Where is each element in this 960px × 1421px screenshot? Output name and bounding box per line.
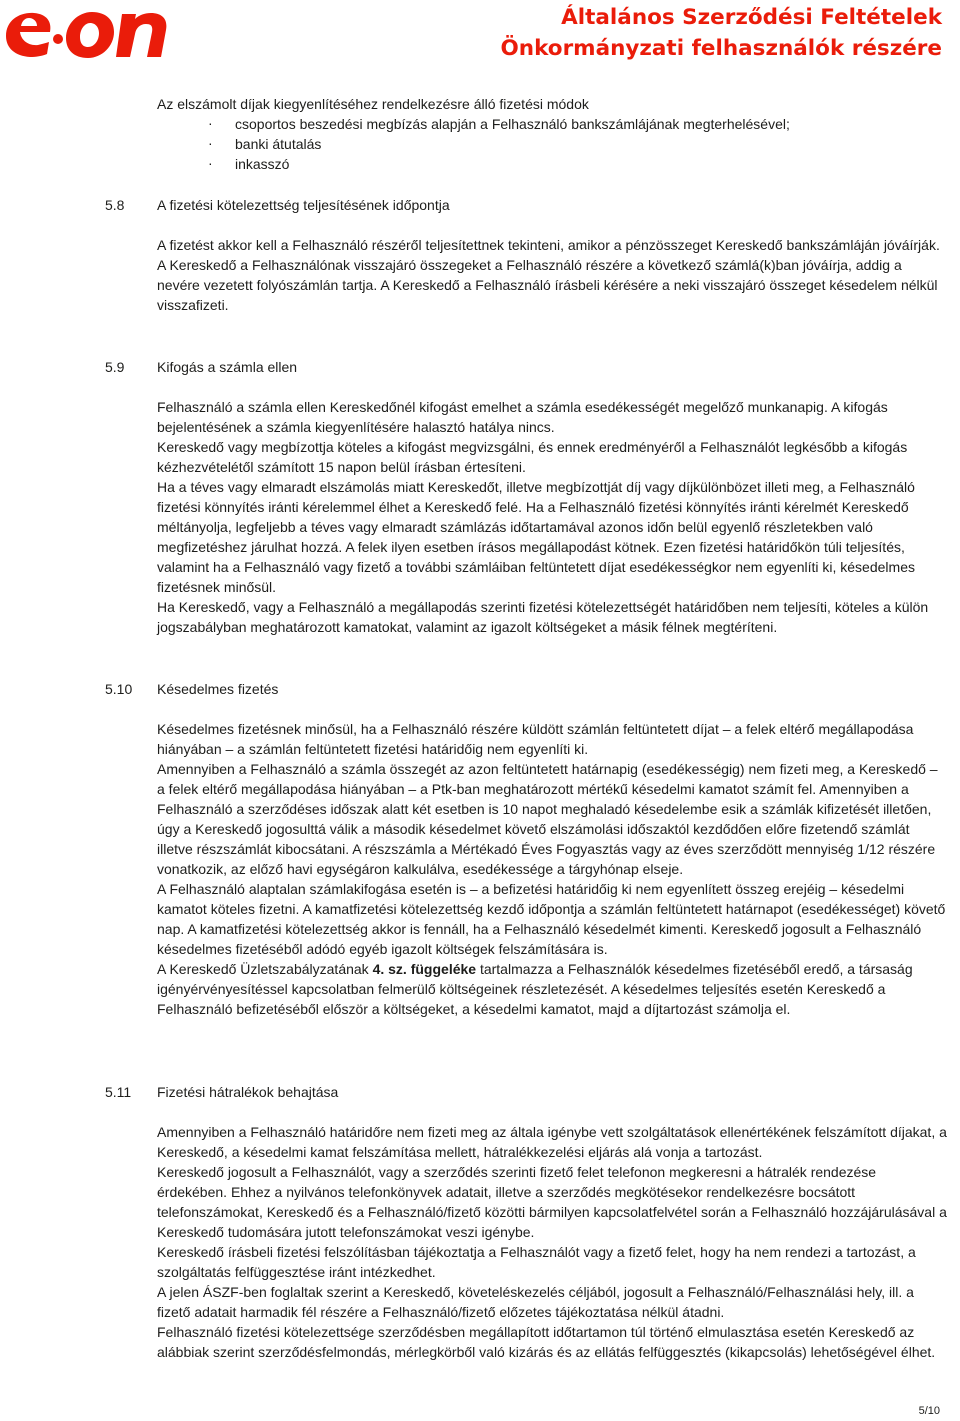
section-number: 5.8 (105, 197, 125, 213)
paragraph: A Kereskedő Üzletszabályzatának 4. sz. függeléke tartalmazza a Felhasználók késedelmes fizetéséből eredő, a társaság igényérvényesítéssel kapcsolatban felmerülő költségeinek részletezését. A késedelmes teljesítés esetén Kereskedő a Felhasználó befizetéséből először a költségeket, a késedelmi kamatot, majd a díjtartozást számolja el. (157, 961, 913, 1017)
section-title: Kifogás a számla ellen (157, 359, 298, 375)
section-title: A fizetési kötelezettség teljesítésének időpontja (157, 197, 450, 213)
title-line-2: Önkormányzati felhasználók részére (500, 36, 942, 61)
appendix-reference: 4. sz. függeléke (372, 961, 477, 977)
eon-logo (2, 6, 184, 60)
paragraph: Késedelmes fizetésnek minősül, ha a Felhasználó részére küldött számlán feltüntetett díjat – a felek eltérő megállapodása hiányában – a számlán feltüntetett fizetési határidőig nem egyenlíti ki. (157, 721, 914, 757)
list-item: · csoportos beszedési megbízás alapján a Felhasználó bankszámlájának megterhelésével; (208, 115, 790, 132)
section-body (157, 1122, 947, 1362)
section-number: 5.11 (105, 1084, 132, 1100)
paragraph: Kereskedő írásbeli fizetési felszólításban tájékoztatja a Felhasználót vagy a fizető felet, hogy ha nem rendezi a tartozást, a szolgáltatás felfüggesztése iránt intézkedhet. (157, 1244, 916, 1280)
bullet-icon: · (208, 155, 213, 171)
title-line-1: Általános Szerződési Feltételek (561, 5, 942, 30)
paragraph: A fizetést akkor kell a Felhasználó részéről teljesítettnek tekinteni, amikor a pénzösszeget Kereskedő bankszámláján jóváírják. (157, 237, 940, 253)
document-title (501, 2, 943, 64)
section-title: Késedelmes fizetés (157, 681, 279, 697)
list-item: · banki átutalás (208, 135, 322, 152)
paragraph: A Felhasználó alaptalan számlakifogása esetén is – a befizetési határidőig ki nem egyenlített összeg erejéig – késedelmi kamatot köteles fizetni. A kamatfizetési kötelezettség kezdő időpontja a számlán feltüntetett határnapot (esedékességet) követő nap. A kamatfizetési kötelezettség akkor is fennáll, ha a Felhasználó késedelmét kimenti. Kereskedő jogosult a Felhasználó késedelmes fizetéséből adódó egyéb igazolt költségek felszámítására is. (157, 881, 946, 957)
paragraph: Amennyiben a Felhasználó határidőre nem fizeti meg az általa igénybe vett szolgáltatások ellenértékének felszámított díjakat, a Kereskedő, a késedelmi kamat felszámítása mellett, hátralékkezelési eljárás alá vonja a tartozást. (157, 1124, 947, 1160)
payment-methods-block (157, 94, 947, 174)
paragraph: Kereskedő jogosult a Felhasználót, vagy a szerződés szerinti fizető felet telefonon megkeresni a hátralék rendezése érdekében. Ehhez a nyilvános telefonkönyvek adatait, illetve a szerződés megkötésekor rendelkezésre bocsátott telefonszámokat, Kereskedő és a Felhasználó/fizető közötti bármilyen kapcsolatfelvétel során a Felhasználó hozzájárulásával a Kereskedő tudomására jutott telefonszámokat veszi igénybe. (157, 1164, 947, 1240)
paragraph: Ha a téves vagy elmaradt elszámolás miatt Kereskedőt, illetve megbízottját díj vagy díjkülönbözet illeti meg, a Felhasználó fizetési könnyítés iránti kérelemmel élhet a Kereskedő felé. Ha a Felhasználó fizetési könnyítés iránti kérelmét Kereskedő méltányolja, legfeljebb a téves vagy elmaradt számlázás időtartamával azonos időn belül egyenlő részletekben való megfizetéshez járulhat hozzá. A felek ilyen esetben írásos megállapodást kötnek. Ezen fizetési határidőkön túli teljesítés, valamint ha a Felhasználó vagy fizető a további számláiban feltüntetett díjat esedékességkor nem egyenlíti ki, késedelmes fizetésnek minősül. (157, 479, 915, 595)
paragraph: A Kereskedő a Felhasználónak visszajáró összegeket a Felhasználó részére a következő számlá(k)ban jóváírja, addig a nevére vezetett folyószámlán tartja. A Kereskedő a Felhasználó írásbeli kérésére a neki visszajáró összeget késedelem nélkül visszafizeti. (157, 257, 938, 313)
section-number: 5.9 (105, 359, 125, 375)
section-body (157, 235, 947, 315)
bullet-icon: · (208, 135, 213, 151)
payment-methods-heading: Az elszámolt díjak kiegyenlítéséhez rendelkezésre álló fizetési módok (157, 96, 589, 112)
list-item: · inkasszó (208, 155, 290, 172)
paragraph: A jelen ÁSZF-ben foglaltak szerint a Kereskedő, követeléskezelés céljából, jogosult a Felhasználó/Felhasználási hely, ill. a fizető adatait harmadik fél részére a Felhasználó/fizető előzetes tájékoztatása nélkül átadni. (157, 1284, 914, 1320)
paragraph: Amennyiben a Felhasználó a számla összegét az azon feltüntetett határnapig (esedékességig) nem fizeti meg, a Kereskedő – a felek eltérő megállapodása hiányában – a Ptk-ban meghatározott mértékű késedelmi kamatot számít fel. Amennyiben a Felhasználó a szerződéses időszak alatt két esetben is 10 napot meghaladó késedelembe esik a számlák kifizetését illetően, úgy a Kereskedő jogosulttá válik a második késedelmet követő elszámolási időszaktól kezdődően előre fizetendő számlát illetve részszámlát kibocsátani. A részszámla a Mértékadó Éves Fogyasztás vagy az éves szerződött mennyiség 1/12 részére vonatkozik, az előző havi egységáron kalkulálva, esedékessége a tárgyhónap elseje. (157, 761, 938, 877)
paragraph: Ha Kereskedő, vagy a Felhasználó a megállapodás szerinti fizetési kötelezettségét határidőben nem teljesíti, köteles a külön jogszabályban meghatározott kamatokat, valamint az igazolt költségeket a másik félnek megtéríteni. (157, 599, 929, 635)
section-number: 5.10 (105, 681, 133, 697)
paragraph: Felhasználó fizetési kötelezettsége szerződésben megállapított időtartamon túl történő elmulasztása esetén Kereskedő az alábbiak szerint szerződésfelmondás, mérlegkörből való kizárás és az ellátás felfüggesztés (kikapcsolás) lehetőségével élhet. (157, 1324, 936, 1360)
section-title: Fizetési hátralékok behajtása (157, 1084, 339, 1100)
page-number: 5/10 (918, 1405, 940, 1417)
section-body (157, 397, 947, 637)
payment-methods-list (157, 114, 947, 174)
bullet-icon: · (208, 115, 213, 131)
paragraph: Kereskedő vagy megbízottja köteles a kifogást megvizsgálni, és ennek eredményéről a Felhasználót legkésőbb a kifogás kézhezvételétől számított 15 napon belül írásban értesíteni. (157, 439, 908, 475)
section-body (157, 719, 947, 1019)
paragraph: Felhasználó a számla ellen Kereskedőnél kifogást emelhet a számla esedékességét megelőző munkanapig. A kifogás bejelentésének a számla kiegyenlítésére halasztó hatálya nincs. (157, 399, 888, 435)
